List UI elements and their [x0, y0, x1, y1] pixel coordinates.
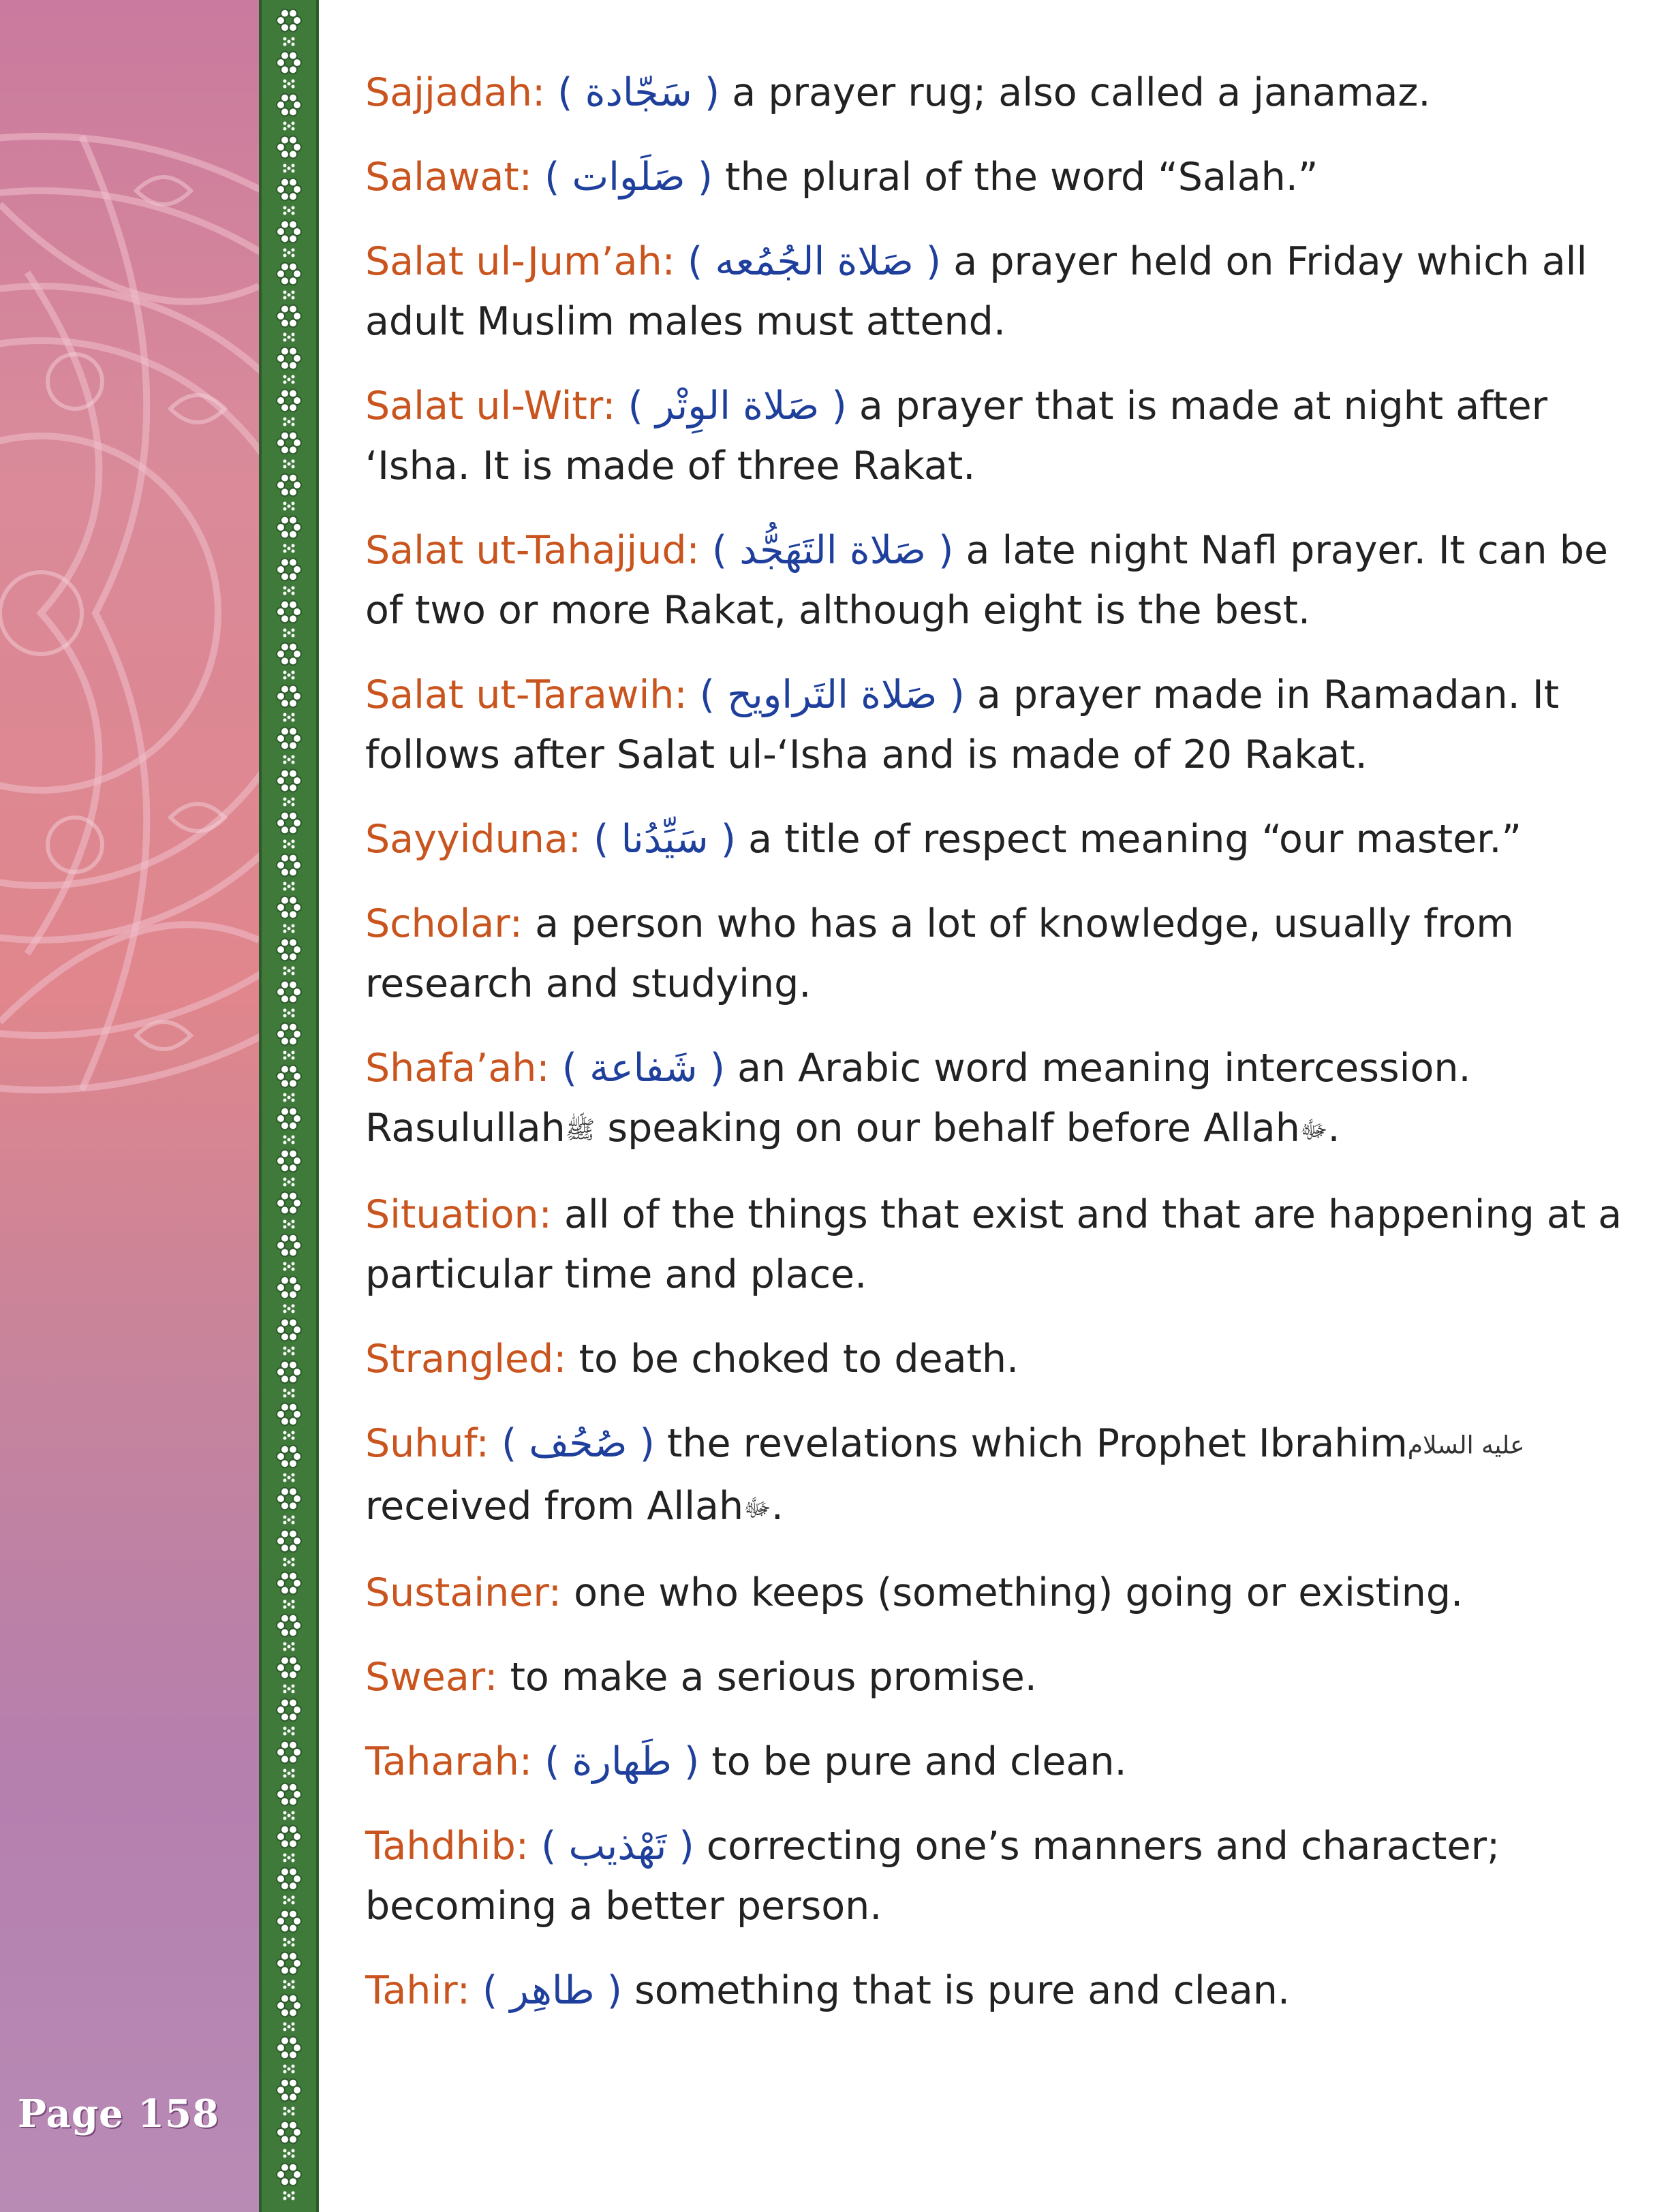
glossary-term: Suhuf:	[365, 1421, 489, 1467]
flower-ornament-icon	[277, 1615, 301, 1651]
glossary-entry	[365, 1961, 1633, 2021]
flower-ornament-icon	[277, 2079, 301, 2116]
arabic-term: ( صَلاة الجُمُعه )	[688, 239, 942, 284]
glossary-term: Salat ul-Witr:	[365, 384, 616, 429]
definition-text: a prayer held on Friday which all adult Muslim males must attend.	[365, 239, 1588, 344]
honorific-calligraphy-icon: عليه السلام	[1407, 1431, 1525, 1460]
definition-text: something that is pure and clean.	[634, 1968, 1291, 2014]
glossary-term: Shafa’ah:	[365, 1046, 550, 1091]
definition-text: a prayer made in Ramadan. It follows after Salat ul-‘Isha and is made of 20 Rakat.	[365, 672, 1560, 777]
glossary-entry	[365, 1732, 1633, 1792]
arabesque-pattern-icon	[0, 0, 259, 2212]
flower-ornament-icon	[262, 0, 316, 2212]
glossary-entry	[365, 1038, 1633, 1160]
flower-ornament-icon	[277, 1741, 301, 1778]
arabic-term: ( سَيِّدُنا )	[593, 817, 736, 862]
ornamental-border	[259, 0, 319, 2212]
flower-ornament-icon	[277, 1150, 301, 1187]
flower-ornament-icon	[277, 1657, 301, 1694]
glossary-entry	[365, 232, 1633, 352]
glossary-entry	[365, 1563, 1633, 1623]
flower-ornament-icon	[277, 347, 301, 384]
flower-ornament-icon	[277, 1361, 301, 1398]
definition-text: correcting one’s manners and character; becoming a better person.	[365, 1824, 1500, 1929]
flower-ornament-icon	[277, 897, 301, 933]
glossary-term: Salat ut-Tahajjud:	[365, 528, 700, 573]
flower-ornament-icon	[277, 1108, 301, 1144]
flower-ornament-icon	[277, 136, 301, 173]
flower-ornament-icon	[277, 1995, 301, 2031]
flower-ornament-icon	[277, 1783, 301, 1820]
definition-text: an Arabic word meaning intercession. Rasulullah	[365, 1046, 1471, 1151]
flower-ornament-icon	[277, 1488, 301, 1525]
arabic-term: ( صُحُف )	[501, 1421, 655, 1467]
glossary-term: Salat ut-Tarawih:	[365, 672, 688, 717]
flower-ornament-icon	[277, 1530, 301, 1567]
arabic-term: ( صَلاة التَهَجُّد )	[711, 528, 954, 573]
honorific-calligraphy-icon: ﷺ	[565, 1116, 596, 1144]
flower-ornament-icon	[277, 263, 301, 300]
definition-text: a prayer that is made at night after ‘Isha. It is made of three Rakat.	[365, 384, 1548, 488]
glossary-term: Taharah:	[365, 1739, 533, 1785]
flower-ornament-icon	[277, 685, 301, 722]
flower-ornament-icon	[277, 10, 301, 46]
definition-text: a title of respect meaning “our master.”	[748, 817, 1522, 862]
glossary-term: Swear:	[365, 1655, 498, 1700]
arabic-term: ( طاهِر )	[482, 1968, 623, 2014]
flower-ornament-icon	[277, 1319, 301, 1356]
honorific-calligraphy-icon: ﷻ	[1299, 1116, 1328, 1144]
glossary-entry	[365, 894, 1633, 1014]
definition-text: the plural of the word “Salah.”	[725, 155, 1318, 200]
flower-ornament-icon	[277, 52, 301, 89]
arabic-term: ( شَفاعة )	[561, 1046, 725, 1091]
flower-ornament-icon	[277, 1699, 301, 1736]
flower-ornament-icon	[277, 1446, 301, 1482]
definition-text: all of the things that exist and that are happening at a particular time and place.	[365, 1192, 1622, 1298]
glossary-entry	[365, 1816, 1633, 1936]
flower-ornament-icon	[277, 1952, 301, 1989]
flower-ornament-icon	[277, 178, 301, 215]
arabic-term: ( طَهارة )	[544, 1739, 700, 1785]
flower-ornament-icon	[277, 1277, 301, 1313]
flower-ornament-icon	[277, 939, 301, 976]
definition-text: .	[771, 1483, 784, 1529]
arabic-term: ( صَلَوات )	[544, 155, 713, 200]
flower-ornament-icon	[277, 728, 301, 764]
glossary-term: Strangled:	[365, 1337, 567, 1382]
flower-ornament-icon	[277, 1868, 301, 1905]
glossary-entry	[365, 809, 1633, 869]
definition-text: a prayer rug; also called a janamaz.	[732, 70, 1431, 115]
flower-ornament-icon	[277, 643, 301, 680]
page-number: Page 158	[18, 2091, 220, 2136]
flower-ornament-icon	[277, 1234, 301, 1271]
glossary-term: Situation:	[365, 1192, 552, 1238]
glossary-entry	[365, 147, 1633, 207]
glossary-entry	[365, 1185, 1633, 1305]
flower-ornament-icon	[277, 770, 301, 807]
glossary-entry	[365, 376, 1633, 496]
flower-ornament-icon	[277, 812, 301, 849]
definition-text: to make a serious promise.	[510, 1655, 1037, 1700]
definition-text: one who keeps (something) going or existing.	[574, 1570, 1464, 1616]
flower-ornament-icon	[277, 559, 301, 595]
glossary-entry	[365, 63, 1633, 123]
flower-ornament-icon	[277, 305, 301, 342]
flower-ornament-icon	[277, 1023, 301, 1060]
flower-ornament-icon	[277, 1192, 301, 1229]
arabic-term: ( صَلاة التَراويح )	[699, 672, 965, 717]
flower-ornament-icon	[277, 2164, 301, 2200]
glossary-list	[365, 63, 1633, 2045]
definition-text: .	[1327, 1106, 1340, 1151]
flower-ornament-icon	[277, 2121, 301, 2158]
glossary-term: Tahir:	[365, 1968, 470, 2014]
flower-ornament-icon	[277, 1572, 301, 1609]
flower-ornament-icon	[277, 1910, 301, 1947]
definition-text: speaking on our behalf before Allah	[595, 1106, 1300, 1151]
glossary-entry	[365, 1329, 1633, 1389]
flower-ornament-icon	[277, 432, 301, 469]
glossary-term: Scholar:	[365, 901, 523, 946]
flower-ornament-icon	[277, 390, 301, 426]
definition-text: a late night Nafl prayer. It can be of two or more Rakat, although eight is the best.	[365, 528, 1608, 633]
flower-ornament-icon	[277, 2037, 301, 2074]
glossary-term: Salawat:	[365, 155, 532, 200]
glossary-term: Salat ul-Jum’ah:	[365, 239, 675, 284]
arabic-term: ( تَهْذيب )	[541, 1824, 694, 1869]
glossary-entry	[365, 1647, 1633, 1707]
flower-ornament-icon	[277, 94, 301, 131]
flower-ornament-icon	[277, 1403, 301, 1440]
flower-ornament-icon	[277, 854, 301, 891]
definition-text: received from Allah	[365, 1483, 744, 1529]
flower-ornament-icon	[277, 981, 301, 1018]
honorific-calligraphy-icon: ﷻ	[743, 1494, 771, 1523]
flower-ornament-icon	[277, 1826, 301, 1863]
glossary-entry	[365, 1414, 1633, 1538]
definition-text: the revelations which Prophet Ibrahim	[666, 1421, 1408, 1467]
glossary-term: Sayyiduna:	[365, 817, 581, 862]
flower-ornament-icon	[277, 1065, 301, 1102]
definition-text: to be choked to death.	[579, 1337, 1019, 1382]
decorative-sidebar	[0, 0, 259, 2212]
flower-ornament-icon	[277, 601, 301, 638]
definition-text: a person who has a lot of knowledge, usually from research and studying.	[365, 901, 1514, 1006]
glossary-entry	[365, 520, 1633, 640]
glossary-entry	[365, 665, 1633, 785]
arabic-term: ( سَجّادة )	[557, 70, 720, 115]
flower-ornament-icon	[277, 474, 301, 511]
arabic-term: ( صَلاة الوِتْر )	[628, 384, 847, 429]
definition-text: to be pure and clean.	[711, 1739, 1127, 1785]
glossary-term: Sustainer:	[365, 1570, 561, 1616]
glossary-term: Tahdhib:	[365, 1824, 529, 1869]
flower-ornament-icon	[277, 221, 301, 258]
glossary-term: Sajjadah:	[365, 70, 546, 115]
flower-ornament-icon	[277, 516, 301, 553]
